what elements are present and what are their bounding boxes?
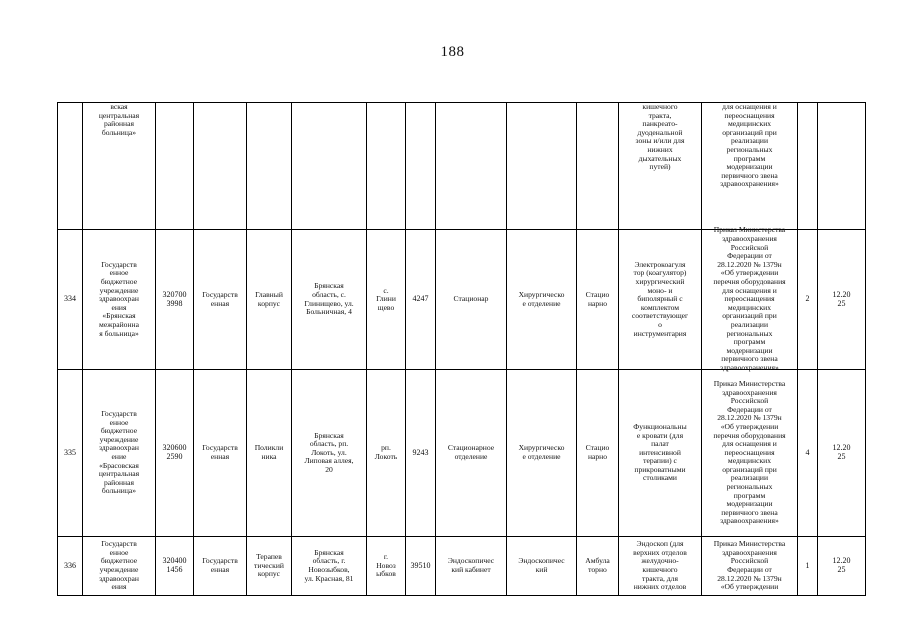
cell-text: Стационарное отделение [447, 443, 495, 461]
cell-qty [798, 537, 818, 596]
cell-inn [156, 370, 194, 537]
cell-equipment [619, 537, 702, 596]
cell-basis [702, 102, 798, 230]
cell-org [83, 102, 156, 230]
cell-qty [798, 230, 818, 370]
cell-text: Государств енное бюджетное учреждение здравоохран ения «Брянская межрайонна я больница» [99, 259, 139, 338]
cell-date [818, 230, 866, 370]
cell-equipment [619, 102, 702, 230]
table-row [57, 537, 866, 596]
cell-text: кишечного тракта, панкреато- дуоденальной зоны и/или для нижних дыхательных путей) [635, 102, 685, 172]
cell-unit [436, 102, 507, 230]
equipment-table [57, 102, 866, 596]
cell-dept [507, 102, 577, 230]
cell-basis [702, 370, 798, 537]
cell-basis [702, 225, 798, 372]
cell-code [406, 102, 436, 230]
cell-unit [436, 370, 507, 537]
cell-text: Брянская область, с. Глинищево, ул. Больничная, 4 [304, 281, 354, 317]
cell-text: 12.20 25 [832, 443, 851, 461]
cell-qty [798, 102, 818, 230]
cell-text: Стацио нарно [585, 443, 610, 461]
cell-text: Терапев тический корпус [254, 552, 284, 579]
cell-text: вская центральная районная больница» [98, 102, 140, 137]
cell-org [83, 230, 156, 370]
cell-locality [367, 230, 406, 370]
cell-form [194, 537, 247, 596]
cell-text: Государств енная [202, 289, 238, 308]
cell-inn [156, 102, 194, 230]
cell-text: Приказ Министерства здравоохранения Российской Федерации от 28.12.2020 № 1379н «Об утверждении [713, 539, 786, 592]
cell-dept [507, 370, 577, 537]
cell-code [406, 370, 436, 537]
cell-text: рп. Локоть [374, 443, 398, 461]
cell-mode [577, 230, 619, 370]
table-row [57, 225, 866, 372]
cell-address [292, 102, 367, 230]
cell-text: Электрокоагуля тор (коагулятор) хирургический моно- и биполярный с комплектом соответствующег о инструментария [631, 259, 689, 338]
cell-text: 12.20 25 [832, 289, 851, 308]
cell-address [292, 537, 367, 596]
cell-text: Главный корпус [255, 289, 283, 308]
cell-text: 336 [64, 560, 76, 570]
cell-locality [367, 370, 406, 537]
cell-dept [507, 537, 577, 596]
cell-text: Поликли ника [254, 443, 284, 461]
cell-equipment [619, 370, 702, 537]
cell-org [83, 537, 156, 596]
cell-qty [798, 370, 818, 537]
cell-text: Стационар [453, 294, 489, 304]
cell-dept [507, 230, 577, 370]
cell-equipment [619, 230, 702, 370]
cell-text: Функциональны е кровати (для палат интенсивной терапии) с прикроватными столиками [633, 421, 687, 483]
cell-num [57, 102, 83, 230]
cell-unit [436, 230, 507, 370]
cell-date [818, 370, 866, 537]
cell-text: Эндоскопичес кий [518, 556, 565, 574]
cell-text: Хирургическо е отделение [518, 289, 565, 308]
cell-locality [367, 102, 406, 230]
cell-text: 4247 [412, 294, 429, 304]
table-row [57, 370, 866, 537]
cell-text: 2 [805, 294, 810, 304]
cell-text: Государств енная [202, 443, 238, 461]
cell-num [57, 370, 83, 537]
cell-form [194, 230, 247, 370]
cell-text: Хирургическо е отделение [518, 443, 565, 461]
cell-text: Государств енная [202, 556, 238, 574]
cell-text: 9243 [412, 447, 429, 457]
cell-text: Государств енное бюджетное учреждение здравоохран ение «Брасовская центральная районная больница» [98, 409, 140, 496]
cell-text: 320400 1456 [162, 556, 187, 574]
cell-code [406, 537, 436, 596]
cell-date [818, 102, 866, 230]
cell-building [247, 370, 292, 537]
cell-basis [702, 537, 798, 596]
cell-org [83, 370, 156, 537]
page-number: 188 [440, 44, 465, 60]
cell-text: 4 [805, 447, 810, 457]
cell-form [194, 370, 247, 537]
cell-code [406, 230, 436, 370]
cell-building [247, 102, 292, 230]
cell-text: Брянская область, рп. Локоть, ул. Липовая аллея, 20 [304, 430, 354, 474]
cell-num [57, 537, 83, 596]
cell-text: Эндоскоп (для верхних отделов желудочно- кишечного тракта, для нижних отделов [633, 539, 687, 592]
cell-text: для оснащения и переоснащения медицинских организаций при реализации региональных программ модернизации первичного звена здравоохранения» [720, 102, 779, 189]
cell-inn [156, 230, 194, 370]
cell-text: Приказ Министерства здравоохранения Российской Федерации от 28.12.2020 № 1379н «Об утверждении перечня оборудования для оснащения и переоснащения медицинских организаций при реализации региональных программ модернизации первичного звена здравоохранения» [713, 225, 786, 372]
cell-text: 334 [64, 294, 76, 304]
cell-date [818, 537, 866, 596]
cell-text: 320700 3998 [162, 289, 187, 308]
cell-text: 335 [64, 447, 76, 457]
cell-building [247, 230, 292, 370]
cell-address [292, 370, 367, 537]
cell-mode [577, 102, 619, 230]
cell-text: Амбула торно [585, 556, 610, 574]
cell-text: Государств енное бюджетное учреждение здравоохран ения [99, 539, 139, 592]
cell-address [292, 230, 367, 370]
cell-text: г. Новоз ыбков [376, 552, 396, 579]
cell-text: Эндоскопичес кий кабинет [447, 556, 495, 574]
cell-text: 12.20 25 [832, 556, 851, 574]
cell-text: 39510 [410, 560, 431, 570]
cell-text: 320600 2590 [162, 443, 187, 461]
cell-text: Стацио нарно [585, 289, 610, 308]
cell-text: 1 [805, 560, 810, 570]
cell-num [57, 230, 83, 370]
table-row [57, 102, 866, 230]
cell-text: Брянская область, г. Новозыбков, ул. Красная, 81 [304, 547, 354, 583]
cell-inn [156, 537, 194, 596]
cell-text: Приказ Министерства здравоохранения Российской Федерации от 28.12.2020 № 1379н «Об утверждении перечня оборудования для оснащения и переоснащения медицинских организаций при реализации региональных программ модернизации первичного звена здравоохранения» [713, 378, 786, 526]
cell-text: с. Глини щево [376, 285, 396, 312]
cell-unit [436, 537, 507, 596]
cell-mode [577, 537, 619, 596]
cell-building [247, 537, 292, 596]
cell-locality [367, 537, 406, 596]
cell-mode [577, 370, 619, 537]
cell-form [194, 102, 247, 230]
